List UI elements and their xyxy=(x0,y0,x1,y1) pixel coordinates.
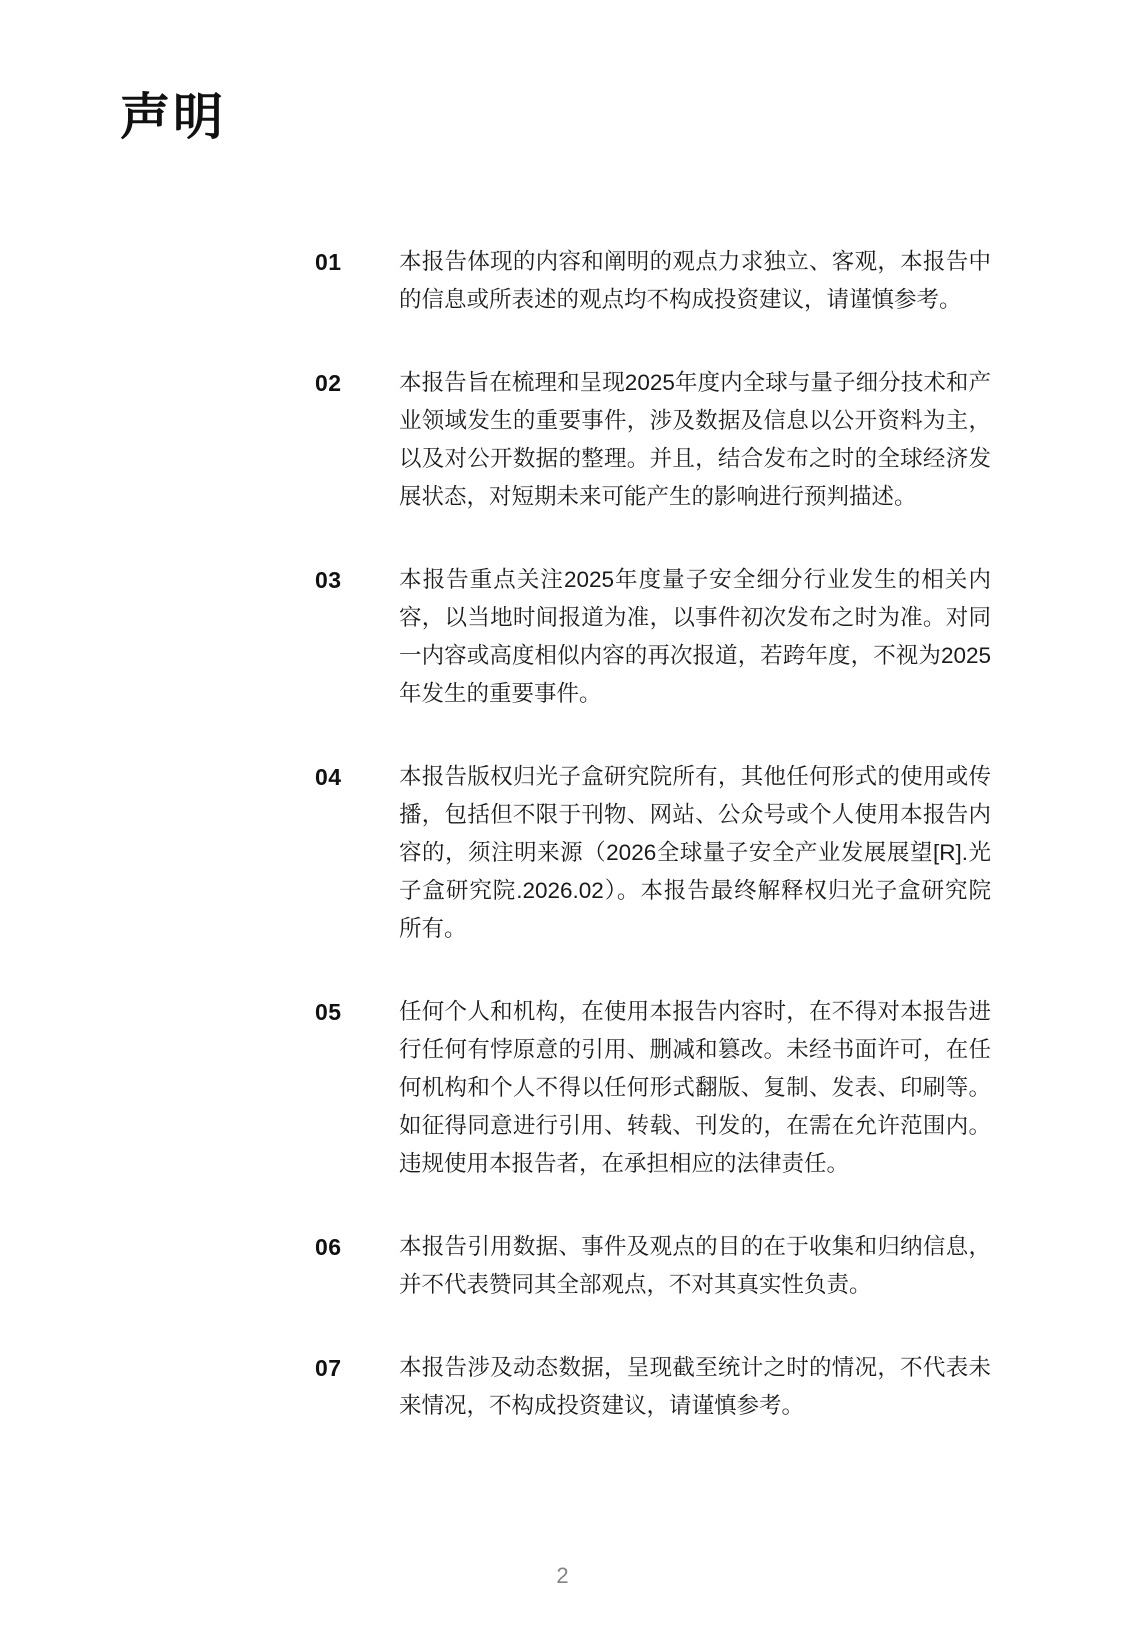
item-number: 07 xyxy=(315,1355,342,1381)
item-text: 本报告旨在梳理和呈现2025年度内全球与量子细分技术和产业领域发生的重要事件，涉及数据及信息以公开资料为主，以及对公开数据的整理。并且，结合发布之时的全球经济发展状态，对短期未来可能产生的影响进行预判描述。 xyxy=(399,370,991,509)
item-text: 本报告引用数据、事件及观点的目的在于收集和归纳信息，并不代表赞同其全部观点，不对其真实性负责。 xyxy=(399,1234,991,1297)
item-text: 本报告重点关注2025年度量子安全细分行业发生的相关内容，以当地时间报道为准，以事件初次发布之时为准。对同一内容或高度相似内容的再次报道，若跨年度，不视为2025年发生的重要事件。 xyxy=(399,567,991,706)
item-text: 本报告版权归光子盒研究院所有，其他任何形式的使用或传播，包括但不限于刊物、网站、公众号或个人使用本报告内容的，须注明来源（2026全球量子安全产业发展展望[R].光子盒研究院.2026.02）。本报告最终解释权归光子盒研究院所有。 xyxy=(399,764,991,941)
item-text: 本报告体现的内容和阐明的观点力求独立、客观，本报告中的信息或所表述的观点均不构成投资建议，请谨慎参考。 xyxy=(399,249,991,312)
statements-list xyxy=(315,243,991,1425)
page-title: 声明 xyxy=(120,89,226,145)
statement-item-04 xyxy=(315,758,991,948)
item-text: 任何个人和机构，在使用本报告内容时，在不得对本报告进行任何有悖原意的引用、删减和篡改。未经书面许可，在任何机构和个人不得以任何形式翻版、复制、发表、印刷等。如征得同意进行引用、转载、刊发的，在需在允许范围内。违规使用本报告者，在承担相应的法律责任。 xyxy=(399,999,991,1176)
item-text: 本报告涉及动态数据，呈现截至统计之时的情况，不代表未来情况，不构成投资建议，请谨慎参考。 xyxy=(399,1355,991,1418)
item-number: 05 xyxy=(315,999,342,1025)
item-number: 04 xyxy=(315,764,342,790)
statement-item-03 xyxy=(315,561,991,713)
statement-item-07 xyxy=(315,1349,991,1425)
item-number: 02 xyxy=(315,370,342,396)
statement-item-06 xyxy=(315,1228,991,1304)
page-number: 2 xyxy=(556,1562,569,1588)
statement-item-01 xyxy=(315,243,991,319)
item-number: 03 xyxy=(315,567,342,593)
item-number: 01 xyxy=(315,249,342,275)
statement-item-05 xyxy=(315,993,991,1183)
item-number: 06 xyxy=(315,1234,342,1260)
statement-item-02 xyxy=(315,364,991,516)
